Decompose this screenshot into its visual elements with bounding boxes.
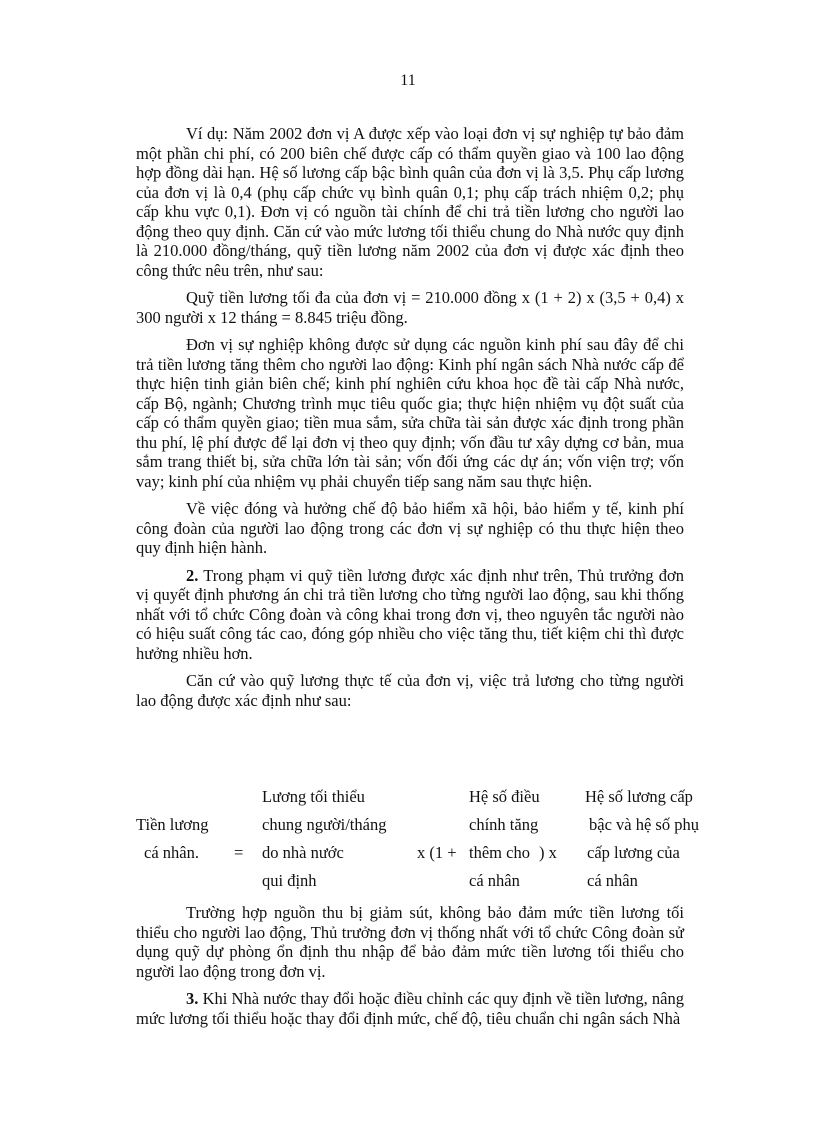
formula-coefficient-line3: thêm cho (469, 843, 530, 862)
formula-close-multiply: ) x (539, 843, 557, 862)
formula-multiply-open: x (1 + (417, 843, 457, 862)
paragraph-item-2 (136, 566, 684, 664)
formula-row (136, 871, 716, 899)
formula-grade-coefficient-line2: bậc và hệ số phụ (589, 815, 699, 834)
item-3-text: Khi Nhà nước thay đổi hoặc điều chỉnh các quy định về tiền lương, nâng mức lương tối thiểu hoặc thay đổi định mức, chế độ, tiêu chuẩn chi ngân sách Nhà (136, 989, 684, 1028)
formula-personal-salary-line2: cá nhân. (144, 843, 199, 862)
paragraph-formula-intro: Căn cứ vào quỹ lương thực tế của đơn vị, việc trả lương cho từng người lao động được xác định như sau: (136, 671, 684, 710)
paragraph-insurance: Về việc đóng và hưởng chế độ bảo hiểm xã hội, bảo hiểm y tế, kinh phí công đoàn của người lao động trong các đơn vị sự nghiệp có thu thực hiện theo quy định hiện hành. (136, 499, 684, 557)
formula-min-wage-line1: Lương tối thiểu (262, 787, 365, 806)
formula-equals-sign: = (234, 843, 244, 862)
formula-row (136, 787, 716, 815)
body-text-after-formula (136, 903, 684, 1036)
formula-grade-coefficient-line4: cá nhân (587, 871, 638, 890)
formula-grade-coefficient-line3: cấp lương của (587, 843, 680, 862)
formula-coefficient-line4: cá nhân (469, 871, 520, 890)
item-2-text: Trong phạm vi quỹ tiền lương được xác định như trên, Thủ trưởng đơn vị quyết định phương án chi trả tiền lương cho từng người lao động, sau khi thống nhất với tổ chức Công đoàn và công khai trong đơn vị, theo nguyên tắc người nào có hiệu suất công tác cao, đóng góp nhiều cho việc tăng thu, tiết kiệm chi thì được hưởng nhiều hơn. (136, 565, 684, 663)
formula-row (136, 815, 716, 843)
paragraph-example: Ví dụ: Năm 2002 đơn vị A được xếp vào loại đơn vị sự nghiệp tự bảo đảm một phần chi phí, có 200 biên chế được cấp có thẩm quyền giao và 100 lao động hợp đồng dài hạn. Hệ số lương cấp bậc bình quân của đơn vị là 3,5. Phụ cấp lương của đơn vị là 0,4 (phụ cấp chức vụ bình quân 0,1; phụ cấp trách nhiệm 0,2; phụ cấp khu vực 0,1). Đơn vị có nguồn tài chính để chi trả tiền lương cho người lao động theo quy định. Căn cứ vào mức lương tối thiểu chung do Nhà nước quy định là 210.000 đồng/tháng, quỹ tiền lương năm 2002 của đơn vị được xác định theo công thức nêu trên, như sau: (136, 124, 684, 280)
formula-personal-salary-line1: Tiền lương (136, 815, 209, 834)
formula-min-wage-line3: do nhà nước (262, 843, 344, 862)
formula-row (136, 843, 716, 871)
formula-coefficient-line1: Hệ số điều (469, 787, 540, 806)
formula-grade-coefficient-line1: Hệ số lương cấp (585, 787, 693, 806)
page-number: 11 (400, 72, 416, 89)
formula-min-wage-line4: qui định (262, 871, 317, 890)
formula-coefficient-line2: chính tăng (469, 815, 539, 834)
item-2-number: 2. (186, 565, 199, 585)
body-text (136, 124, 684, 718)
paragraph-item-3 (136, 989, 684, 1028)
salary-formula (136, 787, 716, 899)
paragraph-excluded-funds: Đơn vị sự nghiệp không được sử dụng các nguồn kinh phí sau đây để chi trả tiền lương tăng thêm cho người lao động: Kinh phí ngân sách Nhà nước cấp để thực hiện tinh giản biên chế; kinh phí nghiên cứu khoa học đề tài cấp Nhà nước, cấp Bộ, ngành; Chương trình mục tiêu quốc gia; thực hiện nhiệm vụ đột suất của cấp có thẩm quyền giao; tiền mua sắm, sửa chữa tài sản được xác định trong phần thu phí, lệ phí được để lại đơn vị theo quy định; vốn đầu tư xây dựng cơ bản, mua sắm trang thiết bị, sửa chữa lớn tài sản; vốn đối ứng các dự án; vốn viện trợ; vốn vay; kinh phí của nhiệm vụ phải chuyển tiếp sang năm sau thực hiện. (136, 335, 684, 491)
item-3-number: 3. (186, 989, 199, 1008)
formula-min-wage-line2: chung người/tháng (262, 815, 387, 834)
paragraph-reduced-revenue: Trường hợp nguồn thu bị giảm sút, không bảo đảm mức tiền lương tối thiểu cho người lao động, Thủ trưởng đơn vị thống nhất với tổ chức Công đoàn sử dụng quỹ dự phòng ổn định thu nhập để bảo đảm mức tiền lương tối thiểu cho người lao động trong đơn vị. (136, 903, 684, 981)
paragraph-max-fund: Quỹ tiền lương tối đa của đơn vị = 210.000 đồng x (1 + 2) x (3,5 + 0,4) x 300 người x 12 tháng = 8.845 triệu đồng. (136, 288, 684, 327)
